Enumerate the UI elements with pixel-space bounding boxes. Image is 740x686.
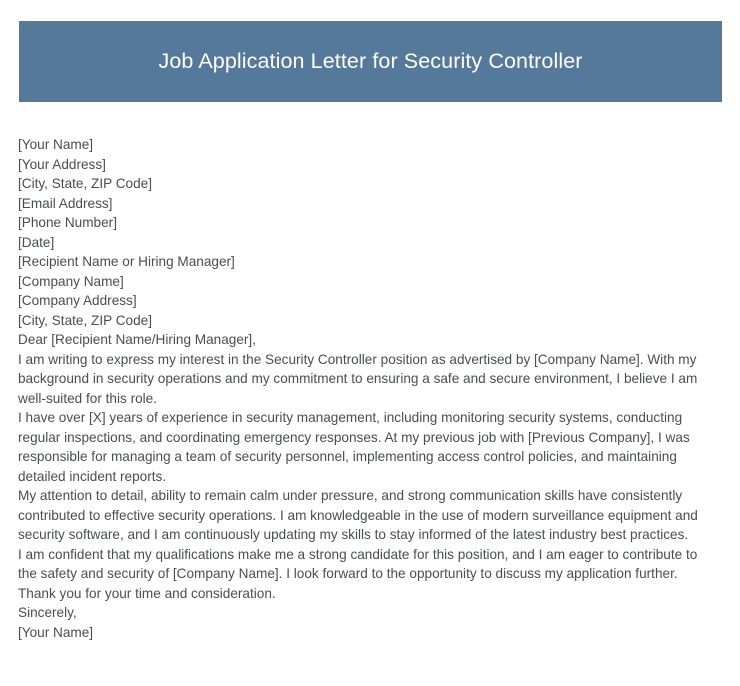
salutation: Dear [Recipient Name/Hiring Manager], (18, 332, 256, 347)
page-title: Job Application Letter for Security Controller (158, 48, 583, 73)
body-paragraph-4: I am confident that my qualifications make me a strong candidate for this position, and I am eager to contribute to the safety and security of [Company Name]. I look forward to the opportunity to discuss my application further. (18, 546, 702, 581)
sender-city-line: [City, State, ZIP Code] (18, 176, 152, 191)
letter-body (18, 135, 717, 642)
body-paragraph-2: I have over [X] years of experience in security management, including monitoring security systems, conducting regular inspections, and coordinating emergency responses. At my previous job with [Previous Company], I was responsible for managing a team of security personnel, implementing access control policies, and maintaining detailed incident reports. (18, 410, 694, 484)
body-paragraph-1: I am writing to express my interest in the Security Controller position as advertised by [Company Name]. With my background in security operations and my commitment to ensuring a safe and secure environment, I believe I am well-suited for this role. (18, 351, 702, 406)
sender-email-line: [Email Address] (18, 195, 113, 211)
thank-you-line: Thank you for your time and consideration. (18, 585, 276, 601)
body-paragraph-3: My attention to detail, ability to remain calm under pressure, and strong communication skills have consistently contributed to effective security operations. I am knowledgeable in the use of modern surveillance equipment and security software, and I am continuously updating my skills to stay informed of the latest industry best practices. (18, 488, 702, 542)
signature-line: [Your Name] (18, 624, 94, 640)
sender-name-line: [Your Name] (18, 137, 94, 152)
recipient-address-line: [Company Address] (18, 293, 137, 308)
sender-address-line: [Your Address] (18, 156, 106, 172)
recipient-city-line: [City, State, ZIP Code] (18, 312, 152, 328)
sender-phone-line: [Phone Number] (18, 215, 117, 230)
recipient-company-line: [Company Name] (18, 273, 124, 289)
closing-line: Sincerely, (18, 605, 77, 620)
letter-header-banner (19, 21, 722, 102)
recipient-name-line: [Recipient Name or Hiring Manager] (18, 254, 235, 269)
date-line: [Date] (18, 234, 55, 250)
